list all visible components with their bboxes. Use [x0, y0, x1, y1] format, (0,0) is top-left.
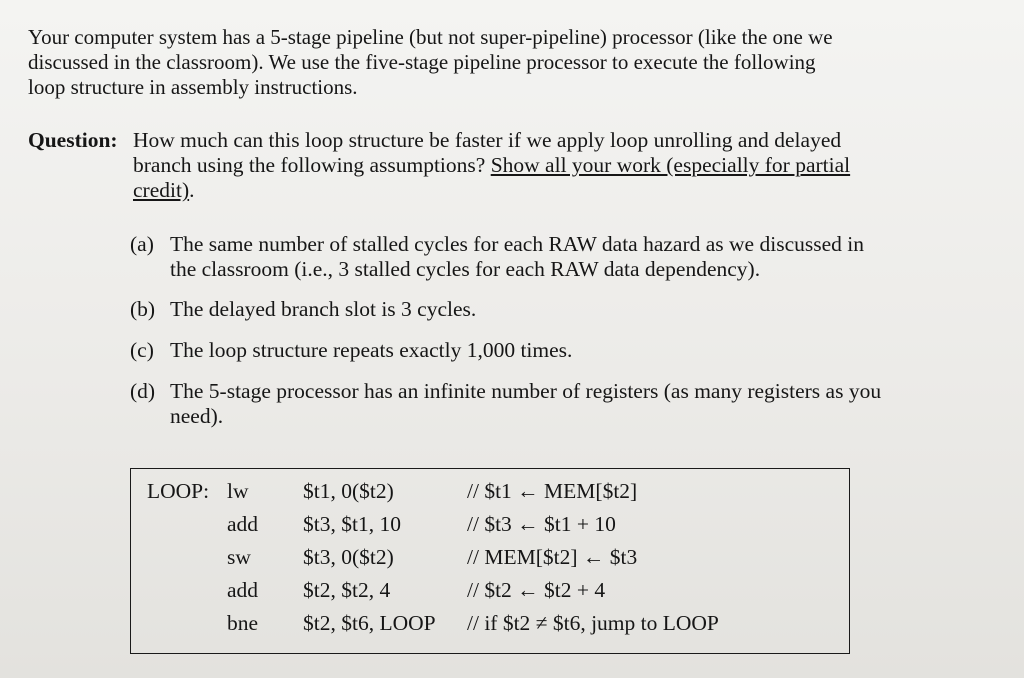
- condition-line-1: The same number of stalled cycles for each RAW data hazard as we discussed in: [170, 232, 864, 256]
- question-label: Question:: [28, 128, 118, 152]
- question-line-2: [133, 153, 973, 178]
- question-line-2-text: branch using the following assumptions?: [133, 153, 491, 177]
- code-opcode: sw: [227, 545, 251, 569]
- code-comment: // $t3 ← $t1 + 10: [467, 512, 616, 536]
- code-opcode: bne: [227, 611, 259, 635]
- code-operands: $t1, 0($t2): [303, 479, 394, 503]
- code-line: [131, 611, 851, 641]
- question-line-3-end: .: [189, 178, 195, 202]
- condition-letter: (b): [130, 297, 156, 321]
- condition-letter: (c): [130, 338, 154, 362]
- condition-text: [170, 379, 985, 429]
- intro-line-3: loop structure in assembly instructions.: [28, 75, 358, 99]
- intro-paragraph: [28, 25, 988, 100]
- condition-text: [170, 297, 985, 322]
- condition-line-1: The delayed branch slot is 3 cycles.: [170, 297, 477, 321]
- code-label: LOOP:: [147, 479, 210, 503]
- code-line: [131, 578, 851, 608]
- question-line-3: [133, 178, 973, 203]
- intro-line-2: discussed in the classroom). We use the five-stage pipeline processor to execute the following: [28, 50, 816, 74]
- code-opcode: add: [227, 578, 259, 602]
- condition-line-2: need).: [170, 404, 224, 428]
- code-operands: $t3, $t1, 10: [303, 512, 401, 536]
- show-work-instruction: Show all your work (especially for partial: [490, 153, 851, 177]
- credit-instruction: credit): [133, 178, 190, 202]
- code-operands: $t3, 0($t2): [303, 545, 394, 569]
- code-comment: // $t2 ← $t2 + 4: [467, 578, 606, 602]
- condition-letter: (a): [130, 232, 154, 256]
- condition-text: [170, 338, 985, 363]
- code-opcode: lw: [227, 479, 249, 503]
- condition-text: [170, 232, 985, 282]
- code-opcode: add: [227, 512, 259, 536]
- condition-line-1: The loop structure repeats exactly 1,000 times.: [170, 338, 573, 362]
- condition-letter: (d): [130, 379, 156, 403]
- question-line-1: How much can this loop structure be faster if we apply loop unrolling and delayed: [133, 128, 842, 152]
- condition-line-2: the classroom (i.e., 3 stalled cycles for each RAW data dependency).: [170, 257, 761, 281]
- question-text: [133, 128, 973, 203]
- assembly-code-box: [130, 468, 850, 654]
- code-comment: // if $t2 ≠ $t6, jump to LOOP: [467, 611, 719, 635]
- code-line: [131, 545, 851, 575]
- code-operands: $t2, $t6, LOOP: [303, 611, 436, 635]
- code-line: [131, 479, 851, 509]
- code-line: [131, 512, 851, 542]
- condition-line-1: The 5-stage processor has an infinite number of registers (as many registers as you: [170, 379, 882, 403]
- intro-line-1: Your computer system has a 5-stage pipeline (but not super-pipeline) processor (like the one we: [28, 25, 833, 49]
- code-comment: // $t1 ← MEM[$t2]: [467, 479, 638, 503]
- code-operands: $t2, $t2, 4: [303, 578, 391, 602]
- code-comment: // MEM[$t2] ← $t3: [467, 545, 638, 569]
